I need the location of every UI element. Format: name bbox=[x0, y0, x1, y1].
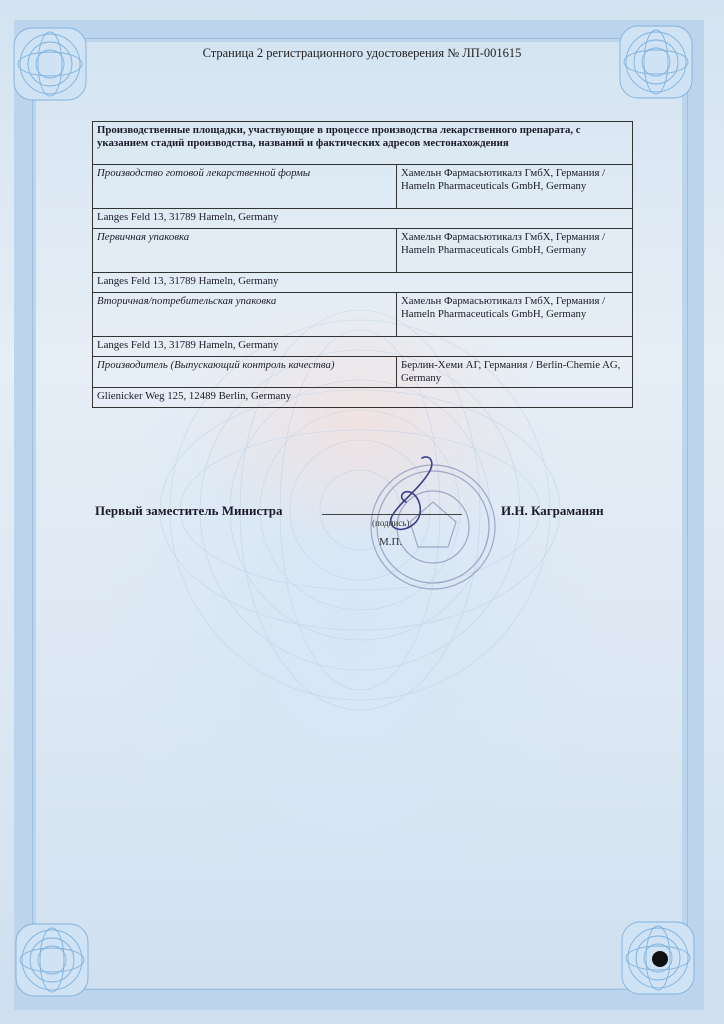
corner-rosette-icon bbox=[10, 918, 94, 1002]
manufacturer-cell: Хамельн Фармасьютикалз ГмбХ, Германия / Hameln Pharmaceuticals GmbH, Germany bbox=[397, 293, 633, 337]
address-cell: Langes Feld 13, 31789 Hameln, Germany bbox=[93, 273, 633, 293]
corner-rosette-icon bbox=[614, 20, 698, 104]
signatory-name: И.Н. Каграманян bbox=[501, 503, 604, 518]
manufacturer-cell: Хамельн Фармасьютикалз ГмбХ, Германия / Hameln Pharmaceuticals GmbH, Germany bbox=[397, 229, 633, 273]
manufacturer-cell: Хамельн Фармасьютикалз ГмбХ, Германия / Hameln Pharmaceuticals GmbH, Germany bbox=[397, 165, 633, 209]
signature-caption: (подпись) bbox=[372, 518, 410, 528]
stage-cell: Первичная упаковка bbox=[93, 229, 397, 273]
manufacturer-cell: Берлин-Хеми АГ, Германия / Berlin-Chemie AG, Germany bbox=[397, 357, 633, 388]
signatory-title: Первый заместитель Министра bbox=[95, 503, 283, 518]
punch-hole bbox=[652, 951, 668, 967]
stage-cell: Производитель (Выпускающий контроль качества) bbox=[93, 357, 397, 388]
signature-row bbox=[95, 503, 635, 523]
stage-cell: Вторичная/потребительская упаковка bbox=[93, 293, 397, 337]
table-heading: Производственные площадки, участвующие в процессе производства лекарственного препарата, с указанием стадий производства, названий и фактических адресов местонахождения bbox=[93, 122, 633, 165]
address-cell: Langes Feld 13, 31789 Hameln, Germany bbox=[93, 209, 633, 229]
address-cell: Langes Feld 13, 31789 Hameln, Germany bbox=[93, 337, 633, 357]
table-row bbox=[93, 388, 633, 408]
address-cell: Glienicker Weg 125, 12489 Berlin, Germany bbox=[93, 388, 633, 408]
table-row bbox=[93, 209, 633, 229]
table-row bbox=[93, 229, 633, 273]
table-row bbox=[93, 357, 633, 388]
stage-cell: Производство готовой лекарственной формы bbox=[93, 165, 397, 209]
handwritten-signature-icon bbox=[372, 452, 452, 542]
signature-line bbox=[322, 514, 462, 515]
production-sites-table bbox=[92, 121, 633, 408]
corner-rosette-icon bbox=[8, 22, 92, 106]
stamp-label: М.П. bbox=[379, 536, 403, 548]
table-header-row bbox=[93, 122, 633, 165]
page-header: Страница 2 регистрационного удостоверения № ЛП-001615 bbox=[202, 46, 522, 60]
table-row bbox=[93, 293, 633, 337]
table-row bbox=[93, 165, 633, 209]
table-row bbox=[93, 337, 633, 357]
table-row bbox=[93, 273, 633, 293]
